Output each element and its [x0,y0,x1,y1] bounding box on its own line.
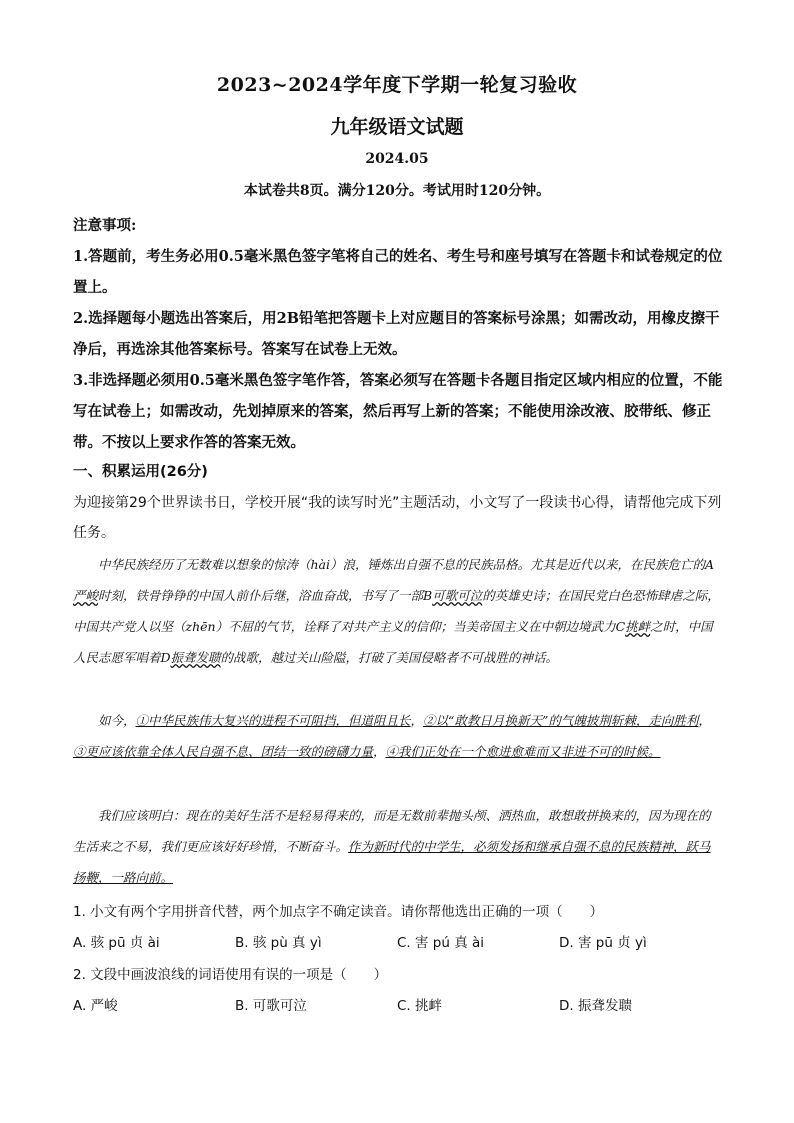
q2-option-a[interactable]: A. 严峻 [73,998,118,1014]
passage-text: 的战歌，越过关山险隘，打破了美国侵略者不可战胜的神话。 [220,650,559,665]
passage-text: 的英雄史诗；在国民党白色恐怖肆虐之际，中国共产党人以坚（zhēn）不屈的气节，诠释了对共产主义的信仰；当美帝国主义在中朝边境武力C [73,588,720,634]
passage-paragraph-1 [73,549,721,673]
exam-date: 2024.05 [365,151,429,167]
passage-paragraph-3 [73,800,721,893]
q1-option-b[interactable]: B. 骇 pù 真 yì [235,935,322,951]
passage-paragraph-2 [73,705,721,767]
passage-text: 如今， [98,713,136,728]
sentence-1: ①中华民族伟大复兴的进程不可阻挡，但道阻且长 [135,713,411,728]
sentence-4: ④我们正处在一个愈进愈难而又非进不可的时候。 [385,744,661,759]
note-item-3: 3.非选择题必须用0.5毫米黑色签字笔作答，答案必须写在答题卡各题目指定区域内相应的位置，不能写在试卷上；如需改动，先划掉原来的答案，然后再写上新的答案；不能使用涂改液、胶带纸、修正带。不按以上要求作答的答案无效。 [73,372,723,451]
sentence-3: ③更应该依靠全体人民自强不息、团结一致的磅礴力量 [73,744,374,759]
underlined-sentence: 作为新时代的中学生，必须发扬和继承自强不息的民族精神，跃马扬鞭，一路向前。 [73,839,711,885]
question-2-stem: 2. 文段中画波浪线的词语使用有误的一项是（ ） [73,967,388,983]
passage-text: 中华民族经历了无数难以想象的惊涛（hài）浪，锤炼出自强不息的民族品格。尤其是近代以来，在民族危亡的A [98,557,715,572]
notes-block [73,210,723,458]
question-1-options [73,931,723,951]
exam-title: 2023~2024学年度下学期一轮复习验收 [216,74,578,96]
passage-text: 我们应该明白：现在的美好生活不是轻易得来的，而是无数前辈抛头颅、洒热血，敢想敢拼换来的，因为现在的生活来之不易，我们更应该好好珍惜，不断奋斗。 [73,808,711,854]
wavy-word-c: 挑衅 [625,619,651,634]
section-intro: 为迎接第29个世界读书日，学校开展“我的读写时光”主题活动，小文写了一段读书心得，请帮他完成下列任务。 [73,495,722,541]
q2-option-c[interactable]: C. 挑衅 [397,998,443,1014]
q2-option-b[interactable]: B. 可歌可泣 [235,998,307,1014]
q1-option-a[interactable]: A. 骇 pū 贞 ài [73,935,160,951]
note-item-1: 1.答题前，考生务必用0.5毫米黑色签字笔将自己的姓名、考生号和座号填写在答题卡和试卷规定的位置上。 [73,248,723,296]
wavy-word-b: 可歌可泣 [432,588,483,603]
note-item-2: 2.选择题每小题选出答案后，用2B铅笔把答题卡上对应题目的答案标号涂黑；如需改动，用橡皮擦干净后，再选涂其他答案标号。答案写在试卷上无效。 [73,310,720,358]
passage-text: ， [373,744,386,759]
wavy-word-a: 严峻 [73,588,99,603]
q1-option-c[interactable]: C. 害 pú 真 ài [397,935,485,951]
sentence-2: ②以“敢教日月换新天”的气魄披荆斩棘，走向胜利 [423,713,699,728]
notes-heading: 注意事项: [73,217,137,234]
q1-option-d[interactable]: D. 害 pū 贞 yì [559,935,647,951]
section-heading: 一、积累运用(26分) [73,464,208,480]
q2-option-d[interactable]: D. 振聋发聩 [559,998,632,1014]
exam-info: 本试卷共8页。满分120分。考试用时120分钟。 [243,183,551,199]
passage-text: 时刻，铁骨铮铮的中国人前仆后继，浴血奋战，书写了一部B [98,588,433,603]
exam-subtitle: 九年级语文试题 [330,116,464,138]
passage-text: 之时，中国人民志愿军唱着D [73,619,713,665]
passage-text: ， [698,713,711,728]
question-1-stem: 1. 小文有两个字用拼音代替，两个加点字不确定读音。请你帮他选出正确的一项（ ） [73,904,604,920]
wavy-word-d: 振聋发聩 [170,650,221,665]
question-2-options [73,994,723,1014]
passage-text: ， [410,713,424,728]
